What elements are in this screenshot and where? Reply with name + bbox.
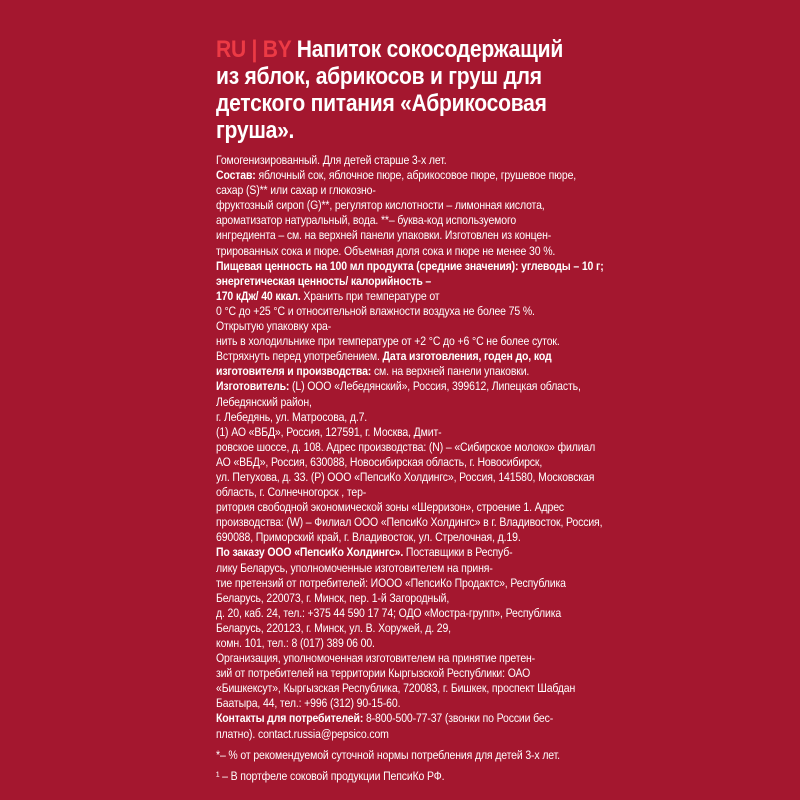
bold-label: энергетическая ценность/ калорийность – (216, 273, 432, 288)
text-line (216, 561, 698, 576)
text-line (216, 410, 698, 425)
text-line (216, 440, 698, 455)
regular-text: производства: (W) – Филиал ООО «ПепсиКо Холдингс» в г. Владивосток, Россия, (216, 515, 603, 530)
regular-text: 8-800-500-77-37 (звонки по России бес- (363, 711, 554, 726)
text-line (216, 153, 698, 168)
regular-text: Открытую упаковку хра- (216, 319, 332, 334)
regular-text: ровское шоссе, д. 108. Адрес производства: (N) – «Сибирское молоко» филиал (216, 439, 596, 454)
text-line (216, 666, 698, 681)
bold-label: Дата изготовления, годен до, код (382, 349, 552, 364)
regular-text: Беларусь, 220123, г. Минск, ул. В. Хоружей, д. 29, (216, 620, 451, 635)
regular-text: фруктозный сироп (G)**, регулятор кислотности – лимонная кислота, (216, 198, 545, 213)
text-line (216, 379, 698, 394)
lang-by: BY (262, 36, 292, 63)
regular-text: лику Беларусь, уполномоченные изготовителем на приня- (216, 560, 493, 575)
text-line (216, 696, 698, 711)
bold-label: По заказу ООО «ПепсиКо Холдингс». (216, 545, 404, 560)
text-line (216, 364, 698, 379)
regular-text: зий от потребителей на территории Кыргызской Республики: ОАО (216, 666, 531, 681)
text-line (216, 515, 698, 530)
regular-text: платно). contact.russia@pepsico.com (216, 726, 389, 741)
regular-text: комн. 101, тел.: 8 (017) 389 06 00. (216, 636, 375, 650)
bold-label: Контакты для потребителей: (216, 711, 364, 726)
regular-text: трированных сока и пюре. Объемная доля сока и пюре не менее 30 %. (216, 243, 556, 258)
regular-text: д. 20, каб. 24, тел.: +375 44 590 17 74; ОДО «Мостра-групп», Республика (216, 605, 562, 620)
product-description (216, 153, 776, 784)
regular-text: Встряхнуть перед употреблением. (216, 349, 383, 364)
text-line (216, 244, 698, 259)
regular-text: 690088, Приморский край, г. Владивосток, ул. Стрелочная, д.19. (216, 530, 521, 545)
title-text-1: Напиток сокосодержащий (291, 36, 564, 63)
regular-text: Беларусь, 220073, г. Минск, пер. 1-й Загородный, (216, 590, 450, 605)
text-line (216, 769, 698, 784)
text-line (216, 304, 698, 319)
regular-text: тие претензий от потребителей: ИООО «ПепсиКо Продактс», Республика (216, 575, 566, 590)
text-line (216, 395, 698, 410)
regular-text: ¹ – В портфеле соковой продукции ПепсиКо РФ. (216, 768, 445, 783)
text-line (216, 530, 698, 545)
regular-text: *– % от рекомендуемой суточной нормы потребления для детей 3-х лет. (216, 747, 560, 762)
text-line (216, 606, 698, 621)
bold-label: Пищевая ценность на 100 мл продукта (средние значения): углеводы – 10 г; (216, 258, 604, 273)
text-line (216, 213, 698, 228)
regular-text: Баатыра, 44, тел.: +996 (312) 90-15-60. (216, 696, 401, 711)
title-line-3: детского питания «Абрикосовая (216, 90, 547, 117)
regular-text: Гомогенизированный. Для детей старше 3-х лет. (216, 153, 447, 167)
text-line (216, 681, 698, 696)
text-line (216, 591, 698, 606)
text-line (216, 545, 698, 560)
text-line (216, 711, 698, 726)
regular-text: сахар (S)** или сахар и глюкозно- (216, 183, 376, 198)
regular-text: нить в холодильнике при температуре от +2 °С до +6 °С не более суток. (216, 334, 560, 349)
regular-text: ритория свободной экономической зоны «Шерризон», строение 1. Адрес (216, 500, 565, 515)
text-line (216, 228, 698, 243)
regular-text: Лебедянский район, (216, 394, 312, 409)
regular-text: Хранить при температуре от (300, 288, 440, 303)
text-line (216, 621, 698, 636)
text-line (216, 455, 698, 470)
text-line (216, 500, 698, 515)
text-line (216, 651, 698, 666)
bold-label: Изготовитель: (216, 379, 290, 394)
text-line (216, 485, 698, 500)
regular-text: ингредиента – см. на верхней панели упаковки. Изготовлен из концен- (216, 228, 552, 243)
text-line (216, 748, 698, 763)
text-line (216, 470, 698, 485)
title-line-4: груша». (216, 117, 295, 144)
regular-text: «Бишкексут», Кыргызская Республика, 720083, г. Бишкек, проспект Шабдан (216, 681, 576, 696)
text-line (216, 319, 698, 334)
text-line (216, 636, 698, 651)
text-line (216, 425, 698, 440)
text-line (216, 198, 698, 213)
bold-label: 170 кДж/ 40 ккал. (216, 288, 301, 303)
text-line (216, 183, 698, 198)
regular-text: АО «ВБД», Россия, 630088, Новосибирская область, г. Новосибирск, (216, 454, 543, 469)
bold-label: Состав: (216, 168, 256, 183)
lang-separator: | (245, 36, 263, 63)
regular-text: (L) ООО «Лебедянский», Россия, 399612, Липецкая область, (289, 379, 581, 394)
regular-text: см. на верхней панели упаковки. (371, 364, 530, 379)
product-title (216, 36, 698, 144)
regular-text: ул. Петухова, д. 33. (P) ООО «ПепсиКо Холдингс», Россия, 141580, Московская (216, 469, 595, 484)
lang-ru: RU (216, 36, 246, 63)
text-line (216, 274, 698, 289)
text-line (216, 168, 698, 183)
text-line (216, 349, 698, 364)
text-line (216, 334, 698, 349)
bold-label: изготовителя и производства: (216, 364, 372, 379)
title-line-1 (216, 36, 698, 63)
regular-text: Поставщики в Респуб- (403, 545, 513, 560)
regular-text: 0 °С до +25 °С и относительной влажности воздуха не более 75 %. (216, 303, 535, 318)
regular-text: г. Лебедянь, ул. Матросова, д.7. (216, 409, 368, 424)
text-line (216, 259, 698, 274)
regular-text: Организация, уполномоченная изготовителем на принятие претен- (216, 651, 536, 666)
regular-text: ароматизатор натуральный, вода. **– буква-код используемого (216, 213, 517, 228)
text-line (216, 289, 698, 304)
regular-text: (1) АО «ВБД», Россия, 127591, г. Москва, Дмит- (216, 424, 442, 439)
regular-text: область, г. Солнечногорск , тер- (216, 485, 367, 500)
title-line-2: из яблок, абрикосов и груш для (216, 63, 542, 90)
regular-text: яблочный сок, яблочное пюре, абрикосовое пюре, грушевое пюре, (255, 168, 577, 183)
text-line (216, 727, 698, 742)
text-line (216, 576, 698, 591)
